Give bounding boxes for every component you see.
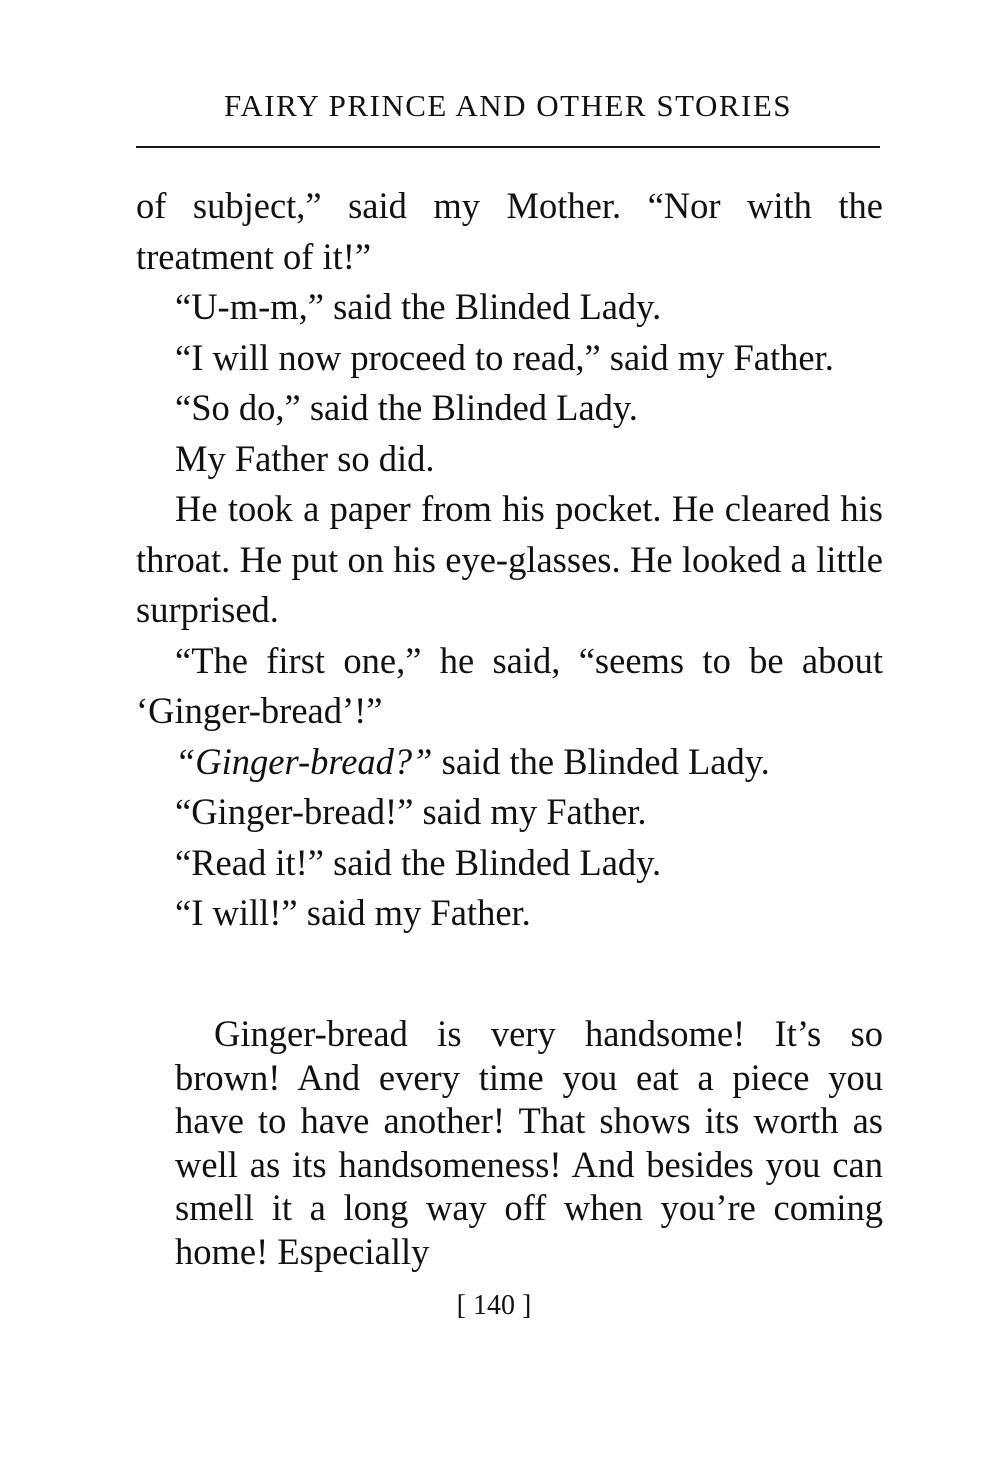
running-head: FAIRY PRINCE AND OTHER STORIES: [223, 88, 793, 123]
quoted-passage: Ginger-bread is very handsome! It’s so brown! And every time you eat a piece you have to have another! That shows its worth as well as its handsomeness! And besides you can smell it a long way off when you’re coming home! Especially: [175, 1013, 883, 1272]
paragraph: “Read it!” said the Blinded Lady.: [175, 841, 662, 883]
paragraph: My Father so did.: [175, 437, 435, 479]
paragraph: “I will now proceed to read,” said my Father.: [175, 336, 834, 378]
paragraph: “Ginger-bread!” said my Father.: [175, 791, 647, 832]
header-rule: [136, 146, 880, 148]
paragraph: “So do,” said the Blinded Lady.: [175, 387, 638, 428]
body-text: [136, 181, 883, 939]
paragraph: of subject,” said my Mother. “Nor with the treatment of it!”: [136, 185, 883, 277]
paragraph: [136, 737, 883, 788]
page-number: [ 140 ]: [456, 1290, 532, 1321]
paragraph-rest: said the Blinded Lady.: [432, 740, 770, 782]
paragraph: He took a paper from his pocket. He cleared his throat. He put on his eye-glasses. He looked a little surprised.: [136, 488, 883, 630]
paragraph: “The first one,” he said, “seems to be about ‘Ginger-bread’!”: [136, 639, 883, 731]
paragraph: “U-m-m,” said the Blinded Lady.: [175, 286, 662, 327]
paragraph: “I will!” said my Father.: [175, 892, 531, 933]
italic-quote: “Ginger-bread?”: [175, 740, 433, 782]
